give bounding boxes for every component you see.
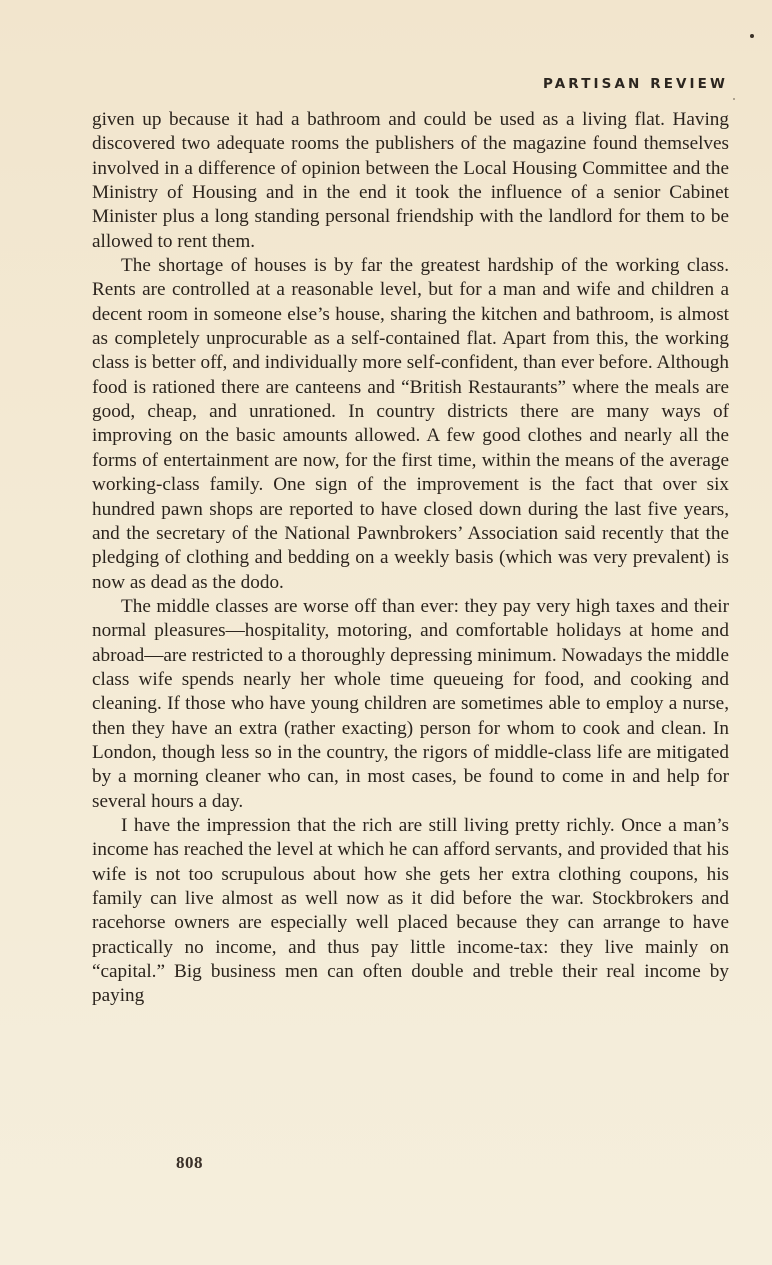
paper-speck [733, 98, 735, 100]
paragraph-continued: given up because it had a bathroom and could be used as a living flat. Having discovered two adequate rooms the publishers of the magazine found themselves involved in a difference of opinion between the Local Housing Committee and the Ministry of Housing and in the end it took the influence of a senior Cabinet Minister plus a long standing personal friendship with the landlord for them to be allowed to rent them. [92, 109, 729, 252]
paragraph-the-rich: I have the impression that the rich are still living pretty richly. Once a man’s income has reached the level at which he can afford servants, and provided that his wife is not too scrupulous about how she gets her extra clothing coupons, his family can live almost as well now as it did before the war. Stockbrokers and racehorse owners are especially well placed because they can arrange to have practically no income, and thus pay little income-tax: they live mainly on “capital.” Big business men can often double and treble their real income by paying [92, 814, 729, 1007]
page-number: 808 [176, 1153, 203, 1172]
paragraph-housing-shortage: The shortage of houses is by far the greatest hardship of the working class. Rents are controlled at a reasonable level, but for a man and wife and children a decent room in someone else’s house, sharing the kitchen and bathroom, is almost as completely unprocurable as a self-contained flat. Apart from this, the working class is better off, and individually more self-confident, than ever before. Although food is rationed there are canteens and “British Restaurants” where the meals are good, cheap, and unrationed. In country districts there are many ways of improving on the basic amounts allowed. A few good clothes and nearly all the forms of entertainment are now, for the first time, within the means of the average working-class family. One sign of the improvement is the fact that over six hundred pawn shops are reported to have closed down during the last five years, and the secretary of the National Pawnbrokers’ Association said recently that the pledging of clothing and bedding on a weekly basis (which was very prevalent) is now as dead as the dodo. [92, 255, 729, 593]
paragraph-middle-classes: The middle classes are worse off than ever: they pay very high taxes and their normal pleasures—hospitality, motoring, and comfortable holidays at home and abroad—are restricted to a thoroughly depressing minimum. Nowadays the middle class wife spends nearly her whole time queueing for food, and cooking and cleaning. If those who have young children are sometimes able to employ a nurse, then they have an extra (rather exacting) person for whom to cook and clean. In London, though less so in the country, the rigors of middle-class life are mitigated by a morning cleaner who can, in most cases, be found to come in and help for several hours a day. [92, 595, 729, 812]
running-head: PARTISAN REVIEW [543, 76, 728, 92]
article-body [92, 108, 729, 1009]
paper-speck [750, 34, 754, 38]
